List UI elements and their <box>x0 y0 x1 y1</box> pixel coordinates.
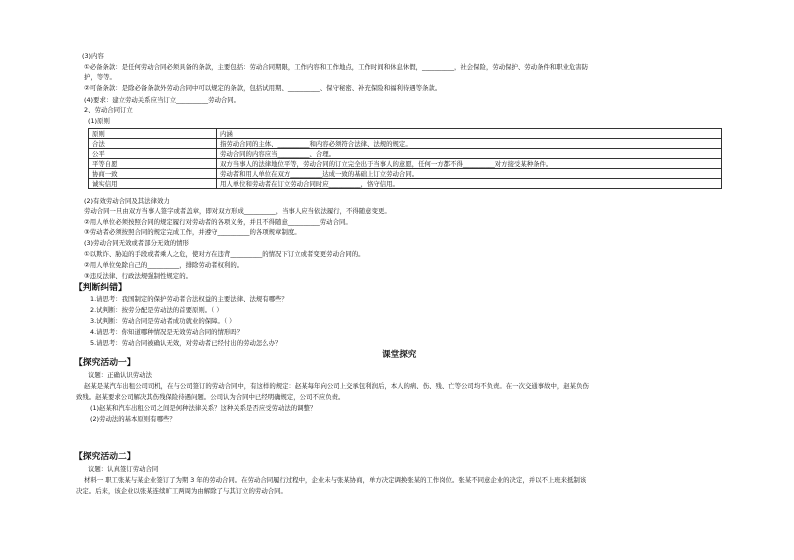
activity-two-topic: 议题：认真签订劳动合同 <box>88 465 159 473</box>
activity-one-case-line-1: 赵某是某汽车出租公司司机，在与公司签订的劳动合同中，有这样的规定：赵某每年向公司上交承包利润后，本人的病、伤、残、亡等公司均不负责。在一次交通事故中，赵某负伤 <box>84 382 589 390</box>
table-cell: 劳动者和用人单位在双方__________达成一致的基础上订立劳动合同。 <box>217 169 722 179</box>
invalid-contract-heading: (3)劳动合同无效或者部分无效的情形 <box>84 239 189 247</box>
activity-two-material-line-2: 决定。后来，该企业以张某连续旷工两周为由解除了与其订立的劳动合同。 <box>76 487 287 495</box>
invalid-contract-line-1: ①以欺诈、胁迫的手段或者乘人之危，使对方在违背__________的情况下订立或者变更劳动合同的。 <box>84 250 365 258</box>
table-cell: 双方当事人的法律地位平等，劳动合同的订立完全出于当事人的意愿，任何一方都不得__________对方接受某种条件。 <box>217 159 722 169</box>
judge-item: 2.试判断：按劳分配是劳动法的首要原则。（ ） <box>90 306 223 314</box>
table-row <box>89 159 722 169</box>
table-cell: 公平 <box>89 149 217 159</box>
required-clauses-line: ①必备条款：是任何劳动合同必须具备的条款，主要包括：劳动合同期限，工作内容和工作地点，工作时间和休息休假，__________，社会保险，劳动保护、劳动条件和职业危害防 <box>84 63 589 71</box>
invalid-contract-line-3: ③违反法律、行政法规强制性规定的。 <box>84 272 192 280</box>
table-header-row <box>89 129 722 139</box>
activity-one-title: 【探究活动一】 <box>74 358 136 368</box>
table-row <box>89 139 722 149</box>
invalid-contract-line-2: ②用人单位免除自己的__________，排除劳动者权利的。 <box>84 261 244 269</box>
table-row <box>89 179 722 189</box>
table-cell: 用人单位和劳动者在订立劳动合同时应__________，恪守信用。 <box>217 179 722 189</box>
table-header-cell: 内涵 <box>217 129 722 139</box>
judge-section-title: 【判断纠错】 <box>74 283 127 293</box>
table-cell: 指劳动合同的主体、__________和内容必须符合法律、法规的规定。 <box>217 139 722 149</box>
activity-one-question-1: (1)赵某和汽车出租公司之间是何种法律关系？这种关系是否应受劳动法的调整？ <box>90 404 317 412</box>
contract-formation-heading: 2、劳动合同订立 <box>84 106 133 114</box>
judge-item: 3.试判断：劳动合同是劳动者成功就业的保障。（ ） <box>90 317 236 325</box>
table-cell: 劳动合同的内容应当__________、合理。 <box>217 149 722 159</box>
activity-one-question-2: (2)劳动法的基本原则有哪些？ <box>90 415 176 423</box>
table-cell: 合法 <box>89 139 217 149</box>
principles-heading: (1)原则 <box>88 117 110 125</box>
requirement-line: (4)要求：建立劳动关系应当订立__________劳动合同。 <box>84 96 241 104</box>
table-row <box>89 149 722 159</box>
optional-clauses-line: ②可备条款：是除必备条款外劳动合同中可以规定的条款，包括试用期、__________、保守秘密、补充保险和福利待遇等条款。 <box>84 84 442 92</box>
activity-two-material-line-1: 材料一 职工张某与某企业签订了为期 3 年的劳动合同。在劳动合同履行过程中，企业未与张某协商，单方决定调换张某的工作岗位。张某不同意企业的决定，并以不上班来抵制该 <box>84 476 587 484</box>
activity-one-topic: 议题：正确认识劳动法 <box>88 371 152 379</box>
table-cell: 诚实信用 <box>89 179 217 189</box>
required-clauses-line-cont: 护，等等。 <box>84 73 116 81</box>
table-cell: 平等自愿 <box>89 159 217 169</box>
table-row <box>89 169 722 179</box>
valid-contract-line-3: ③劳动者必须按照合同的规定完成工作，并遵守__________的各项规章制度。 <box>84 228 301 236</box>
judge-item: 1.请思考：我国制定的保护劳动者合法权益的主要法律、法规有哪些？ <box>90 295 288 303</box>
principles-table <box>88 128 722 189</box>
valid-contract-heading: (2)有效劳动合同及其法律效力 <box>84 197 170 205</box>
valid-contract-line-1: 劳动合同一旦由双方当事人签字或者盖章，即对双方形成__________，当事人应当依法履行，不得随意变更。 <box>84 207 391 215</box>
table-header-cell: 原则 <box>89 129 217 139</box>
judge-item: 5.请思考：劳动合同被确认无效，对劳动者已经付出的劳动怎么办？ <box>90 339 282 347</box>
judge-item: 4.请思考：你知道哪种情况是无效劳动合同的情形吗？ <box>90 328 244 336</box>
table-cell: 协商一致 <box>89 169 217 179</box>
activity-one-case-line-2: 致残。赵某要求公司解决其伤残保险待遇问题。公司认为合同中已经明确规定，公司不应负责。 <box>76 393 345 401</box>
content-heading: (3)内容 <box>82 52 104 60</box>
valid-contract-line-2: ②用人单位必须按照合同的规定履行对劳动者的各项义务，并且不得随意__________劳动合同。 <box>84 218 352 226</box>
activity-two-title: 【探究活动二】 <box>74 452 136 462</box>
classroom-inquiry-title: 课堂探究 <box>382 350 417 360</box>
